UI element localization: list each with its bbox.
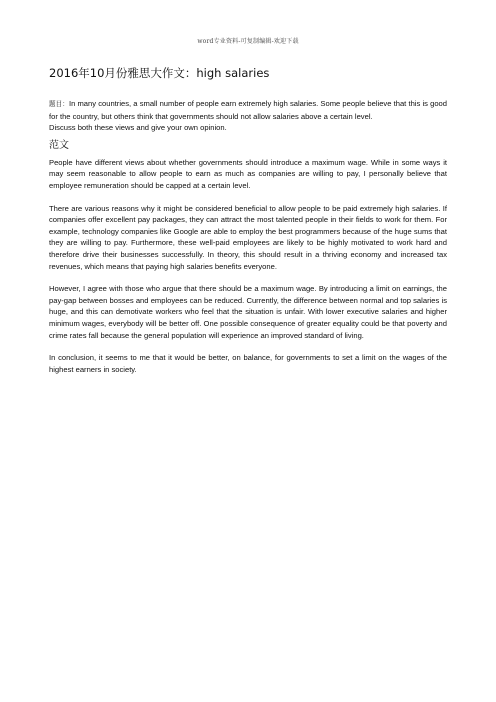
essay-paragraph-4: In conclusion, it seems to me that it would be better, on balance, for governments to set a limit on the wages of the highest earners in society. xyxy=(49,353,447,374)
essay-paragraph-3: However, I agree with those who argue that there should be a maximum wage. By introducing a limit on earnings, the pay-gap between bosses and employees can be reduced. Currently, the difference between normal and top salaries is huge, and this can demotivate workers who feel that the situation is unfair. With lower executive salaries and higher minimum wages, everybody will be better off. One possible consequence of greater equality could be that poverty and crime rates fall because the general population will experience an improved standard of living. xyxy=(49,284,447,340)
page-header: word专业资料-可复制编辑-欢迎下载 xyxy=(197,38,299,45)
prompt-text: In many countries, a small number of people earn extremely high salaries. Some people believe that this is good for the country, but others think that governments should not allow salaries above a certain level. xyxy=(49,99,447,121)
prompt-label: 题目： xyxy=(49,100,69,108)
section-title-model-essay: 范文 xyxy=(49,139,69,151)
essay-prompt xyxy=(49,98,447,122)
essay-paragraph-2: There are various reasons why it might be considered beneficial to allow people to be paid extremely high salaries. If companies offer excellent pay packages, they can attract the most talented people in their fields to work for them. For example, technology companies like Google are able to employ the best programmers because of the huge sums that they are willing to pay. Furthermore, these well-paid employees are likely to be highly motivated to work hard and therefore drive their businesses successfully. In theory, this should result in a thriving economy and increased tax revenues, which means that paying high salaries benefits everyone. xyxy=(49,203,447,271)
essay-instruction: Discuss both these views and give your own opinion. xyxy=(49,123,227,133)
document-title: 2016年10月份雅思大作文：high salaries xyxy=(49,66,270,80)
essay-paragraph-1: People have different views about whether governments should introduce a maximum wage. While in some ways it may seem reasonable to allow people to earn as much as companies are willing to pay, I personally believe that employee remuneration should be capped at a certain level. xyxy=(49,157,447,190)
document-body xyxy=(49,66,447,386)
